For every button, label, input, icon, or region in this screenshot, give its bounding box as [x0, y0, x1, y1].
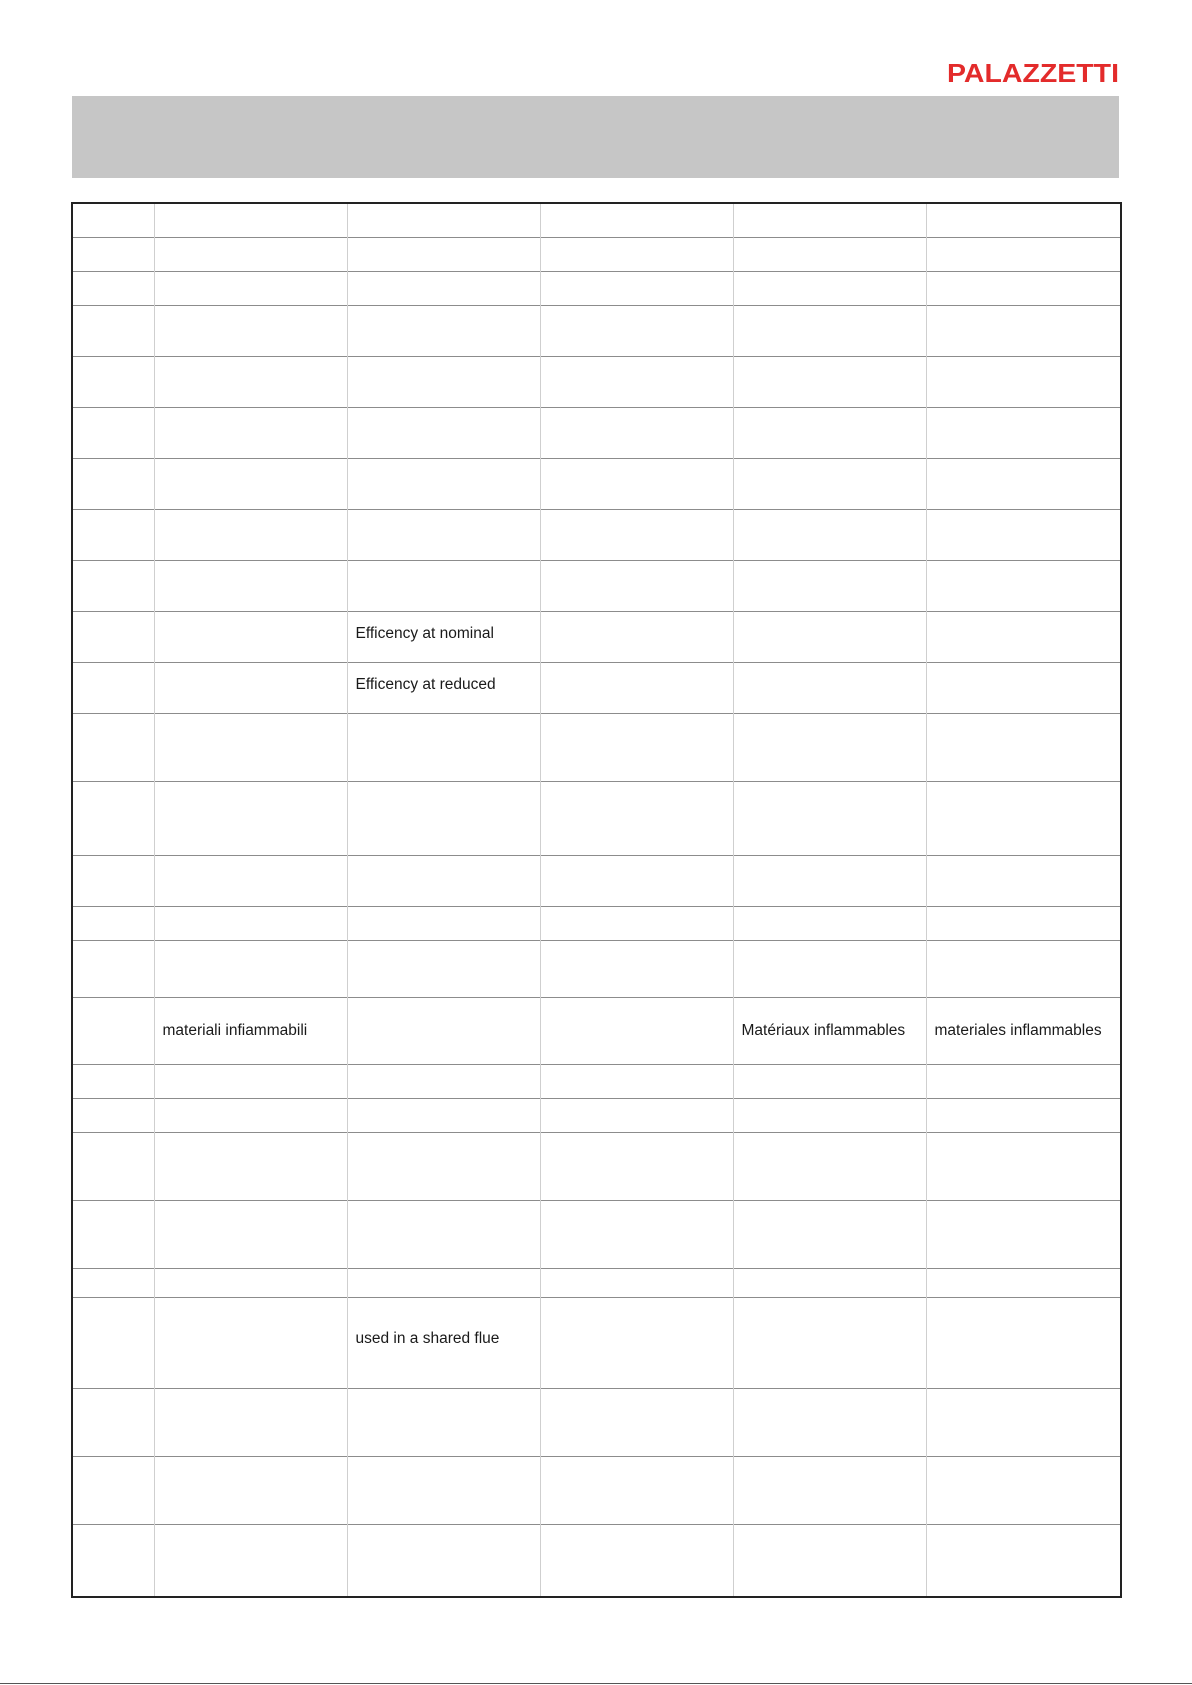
- table-cell: [347, 560, 540, 611]
- table-cell: [72, 1098, 154, 1132]
- table-cell: [926, 1456, 1121, 1524]
- table-cell: [733, 1098, 926, 1132]
- table-cell: [540, 203, 733, 237]
- table-cell: [733, 407, 926, 458]
- table-row: [72, 1098, 1121, 1132]
- table-cell: Matériaux inflammables: [733, 997, 926, 1064]
- table-cell: [540, 997, 733, 1064]
- table-cell: [154, 305, 347, 356]
- table-cell: [540, 356, 733, 407]
- table-cell: [540, 1268, 733, 1297]
- table-row: [72, 271, 1121, 305]
- table-cell: [154, 713, 347, 781]
- palazzetti-logo: [946, 60, 1120, 86]
- table-cell: [154, 1098, 347, 1132]
- table-cell: [733, 781, 926, 855]
- table-cell: [540, 855, 733, 906]
- table-cell: [347, 906, 540, 940]
- table-row: [72, 940, 1121, 997]
- table-cell: [154, 940, 347, 997]
- table-cell: [72, 1297, 154, 1388]
- table-cell: [733, 509, 926, 560]
- table-cell: [733, 855, 926, 906]
- table-cell: [154, 356, 347, 407]
- table-row: [72, 781, 1121, 855]
- table-cell: [347, 237, 540, 271]
- table-cell: [72, 997, 154, 1064]
- table-cell: [733, 1268, 926, 1297]
- table-cell: used in a shared flue: [347, 1297, 540, 1388]
- table-cell: [926, 1064, 1121, 1098]
- table-cell: [540, 560, 733, 611]
- table-cell: [733, 1132, 926, 1200]
- table-cell: [72, 458, 154, 509]
- header-band: [72, 96, 1119, 178]
- table-cell: [926, 1297, 1121, 1388]
- table-cell: [926, 237, 1121, 271]
- table-cell: [347, 1388, 540, 1456]
- table-row: [72, 509, 1121, 560]
- table-cell: [347, 458, 540, 509]
- table-cell: [926, 855, 1121, 906]
- table-cell: [154, 271, 347, 305]
- table-cell: [72, 356, 154, 407]
- table-cell: [733, 1200, 926, 1268]
- table-cell: [72, 781, 154, 855]
- table-cell: [926, 356, 1121, 407]
- table-cell: [154, 1268, 347, 1297]
- table-cell: [347, 356, 540, 407]
- table-cell: [733, 203, 926, 237]
- table-cell: [72, 305, 154, 356]
- table-cell: [154, 560, 347, 611]
- table-cell: [72, 662, 154, 713]
- table-cell: [347, 1456, 540, 1524]
- table-cell: [540, 509, 733, 560]
- table-cell: [733, 1388, 926, 1456]
- table-cell: [154, 203, 347, 237]
- table-cell: [154, 611, 347, 662]
- table-row: [72, 1200, 1121, 1268]
- table-cell: [72, 1456, 154, 1524]
- table-cell: [733, 1297, 926, 1388]
- table-cell: [540, 407, 733, 458]
- table-cell: [733, 271, 926, 305]
- table-cell: [154, 1064, 347, 1098]
- table-cell: [540, 1456, 733, 1524]
- table-cell: [733, 906, 926, 940]
- table-cell: [926, 305, 1121, 356]
- table-cell: [347, 509, 540, 560]
- table-cell: [733, 611, 926, 662]
- table-row: [72, 305, 1121, 356]
- table-cell: [926, 1524, 1121, 1597]
- table-cell: [72, 203, 154, 237]
- table-row: [72, 906, 1121, 940]
- table-cell: [154, 1297, 347, 1388]
- table-cell: [347, 1524, 540, 1597]
- table-cell: [347, 203, 540, 237]
- table-cell: [72, 906, 154, 940]
- table-cell: [540, 713, 733, 781]
- table-cell: [540, 1200, 733, 1268]
- table-cell: [540, 662, 733, 713]
- table-cell: Efficency at nominal: [347, 611, 540, 662]
- table-cell: [154, 1132, 347, 1200]
- table-cell: [347, 855, 540, 906]
- table-cell: materiali infiammabili: [154, 997, 347, 1064]
- table-cell: [347, 1064, 540, 1098]
- table-row: [72, 855, 1121, 906]
- table-cell: [733, 458, 926, 509]
- table-cell: [347, 1200, 540, 1268]
- table-cell: [540, 1388, 733, 1456]
- table-row: [72, 1268, 1121, 1297]
- table-cell: [540, 611, 733, 662]
- table-row: [72, 713, 1121, 781]
- table-cell: [926, 407, 1121, 458]
- table-cell: [540, 906, 733, 940]
- table-cell: [347, 1268, 540, 1297]
- table-cell: [926, 713, 1121, 781]
- table-cell: [72, 1388, 154, 1456]
- table-cell: [72, 237, 154, 271]
- table-row: [72, 1388, 1121, 1456]
- table-cell: [733, 713, 926, 781]
- table-cell: [154, 906, 347, 940]
- table-row: [72, 1064, 1121, 1098]
- table-cell: [154, 458, 347, 509]
- table-cell: [154, 509, 347, 560]
- table-cell: [154, 407, 347, 458]
- table-row: [72, 1524, 1121, 1597]
- table-cell: [540, 1132, 733, 1200]
- table-cell: [347, 1132, 540, 1200]
- table-cell: [72, 560, 154, 611]
- table-row: [72, 203, 1121, 237]
- table-cell: [72, 940, 154, 997]
- data-table: [71, 202, 1122, 1598]
- table-cell: [733, 662, 926, 713]
- table-cell: [926, 1200, 1121, 1268]
- table-cell: [347, 305, 540, 356]
- table-cell: [154, 1388, 347, 1456]
- table-cell: [540, 940, 733, 997]
- table-cell: [72, 407, 154, 458]
- table-cell: [926, 906, 1121, 940]
- table-row: [72, 237, 1121, 271]
- table-cell: materiales inflammables: [926, 997, 1121, 1064]
- table-cell: [926, 271, 1121, 305]
- table-cell: [926, 1132, 1121, 1200]
- table-cell: [154, 237, 347, 271]
- table-cell: [733, 1456, 926, 1524]
- table-cell: [733, 1064, 926, 1098]
- table-cell: [540, 1098, 733, 1132]
- table-cell: [347, 781, 540, 855]
- table-cell: [926, 1388, 1121, 1456]
- table-cell: [926, 509, 1121, 560]
- table-row: [72, 611, 1121, 662]
- table-cell: [72, 509, 154, 560]
- table-cell: [154, 781, 347, 855]
- table-cell: [926, 662, 1121, 713]
- table-cell: [347, 940, 540, 997]
- table-cell: [926, 611, 1121, 662]
- table-cell: [72, 713, 154, 781]
- table-cell: [926, 560, 1121, 611]
- table-cell: [926, 1268, 1121, 1297]
- table-row: [72, 407, 1121, 458]
- table-cell: [926, 781, 1121, 855]
- table-cell: [540, 1524, 733, 1597]
- table-cell: [72, 1524, 154, 1597]
- table-cell: [72, 1268, 154, 1297]
- table-body: [72, 203, 1121, 1597]
- table-cell: [926, 458, 1121, 509]
- table-row: [72, 560, 1121, 611]
- table-cell: [72, 1132, 154, 1200]
- table-cell: [72, 1200, 154, 1268]
- table-cell: [540, 781, 733, 855]
- table-cell: [154, 1200, 347, 1268]
- table-cell: [733, 560, 926, 611]
- table-row: [72, 1132, 1121, 1200]
- table-cell: [154, 662, 347, 713]
- table-cell: [154, 855, 347, 906]
- table-cell: [733, 1524, 926, 1597]
- table-cell: [154, 1456, 347, 1524]
- table-row: [72, 1456, 1121, 1524]
- table-cell: [540, 458, 733, 509]
- table-cell: [347, 713, 540, 781]
- table-row: [72, 662, 1121, 713]
- table-cell: [540, 1297, 733, 1388]
- table-row: [72, 1297, 1121, 1388]
- table-cell: [733, 305, 926, 356]
- table-cell: [72, 271, 154, 305]
- table-cell: [926, 1098, 1121, 1132]
- table-row: [72, 997, 1121, 1064]
- table-cell: [540, 305, 733, 356]
- table-cell: [540, 237, 733, 271]
- table-cell: [540, 1064, 733, 1098]
- table-cell: [733, 940, 926, 997]
- brand-wordmark: PALAZZETTI: [947, 60, 1119, 86]
- table-cell: [733, 356, 926, 407]
- table-cell: [926, 940, 1121, 997]
- table-cell: [72, 1064, 154, 1098]
- table-cell: [347, 407, 540, 458]
- table-row: [72, 458, 1121, 509]
- table-cell: [733, 237, 926, 271]
- table-cell: Efficency at reduced: [347, 662, 540, 713]
- table-cell: [926, 203, 1121, 237]
- table-cell: [72, 611, 154, 662]
- table-cell: [347, 271, 540, 305]
- table-cell: [540, 271, 733, 305]
- table-cell: [72, 855, 154, 906]
- table-row: [72, 356, 1121, 407]
- footer-rule: [0, 1683, 1192, 1684]
- table-cell: [347, 997, 540, 1064]
- table-cell: [347, 1098, 540, 1132]
- table-cell: [154, 1524, 347, 1597]
